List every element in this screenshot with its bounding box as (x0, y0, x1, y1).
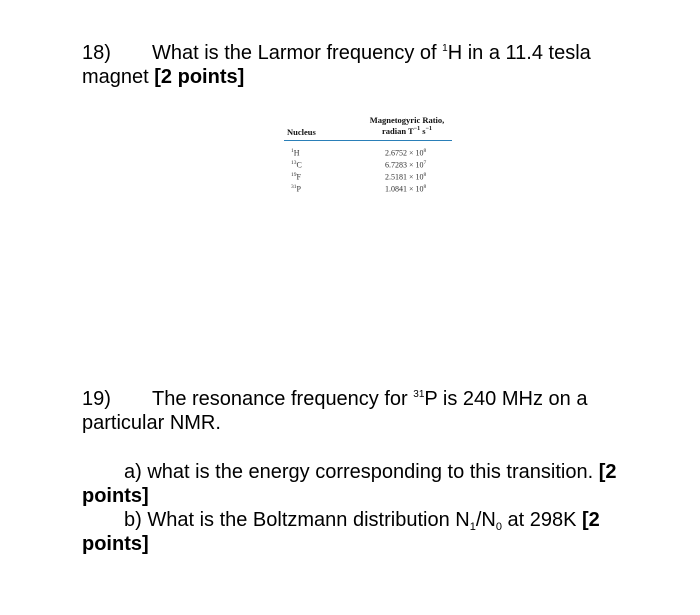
table-row-value (385, 147, 426, 158)
question-number: 18) (82, 42, 111, 64)
isotope-mass: 1 (442, 43, 448, 54)
points-label: [2 points] (82, 461, 617, 507)
table-row-nucleus (291, 171, 301, 182)
nucleus-mass: 19 (291, 172, 297, 178)
ratio-exponent: 8 (423, 172, 427, 178)
magnetogyric-ratio-table (282, 113, 454, 221)
column-header-ratio (362, 116, 452, 136)
nucleus-symbol: F (296, 172, 301, 182)
subscript: 1 (469, 521, 476, 533)
nucleus-symbol: P (296, 184, 301, 194)
isotope-symbol: H (447, 42, 463, 64)
points-label: [2 points] (82, 509, 600, 555)
nucleus-mass: 1 (291, 148, 294, 154)
question-text: in a 11.4 tesla magnet (82, 42, 591, 88)
table-row-value (385, 159, 426, 170)
question-19b (82, 508, 642, 556)
subquestion-text: b) What is the Boltzmann distribution N (124, 509, 470, 531)
ratio-value: 2.6752 × 10 (385, 148, 424, 158)
question-19 (82, 387, 642, 435)
question-text: is 240 MHz on a particular NMR. (82, 388, 588, 434)
ratio-value: 6.7283 × 10 (385, 160, 424, 170)
subscript: 0 (495, 521, 502, 533)
nucleus-symbol: C (296, 160, 302, 170)
ratio-unit-seconds: s (420, 125, 426, 136)
subquestion-text: /N (475, 509, 496, 531)
ratio-header-line1: Magnetogyric Ratio, (369, 115, 445, 125)
points-label: [2 points] (154, 66, 245, 88)
ratio-value: 1.0841 × 10 (385, 184, 424, 194)
ratio-unit-exponent: −1 (413, 126, 421, 132)
ratio-exponent: 8 (423, 184, 427, 190)
table-rule (284, 140, 452, 141)
ratio-unit-exponent: −1 (425, 126, 432, 132)
question-number: 19) (82, 388, 111, 410)
column-header-nucleus: Nucleus (287, 127, 316, 137)
question-text: The resonance frequency for (152, 388, 414, 410)
table-row-value (385, 183, 426, 194)
ratio-unit: radian T (381, 125, 414, 136)
isotope-symbol: P (424, 388, 438, 410)
question-18 (82, 41, 642, 89)
nucleus-mass: 13 (291, 160, 297, 166)
table-row-nucleus (291, 159, 302, 170)
ratio-exponent: 7 (423, 160, 427, 166)
ratio-header-line2 (362, 125, 452, 136)
question-text: What is the Larmor frequency of (152, 42, 443, 64)
subquestion-text: a) what is the energy corresponding to this transition. (124, 461, 599, 483)
nucleus-mass: 31 (291, 184, 297, 190)
ratio-exponent: 8 (423, 148, 427, 154)
table-row-value (385, 171, 426, 182)
isotope-mass: 31 (413, 389, 425, 400)
subquestion-text: at 298K (501, 509, 583, 531)
table-row-nucleus (291, 183, 301, 194)
table-row-nucleus (291, 147, 300, 158)
nucleus-symbol: H (293, 148, 300, 158)
ratio-value: 2.5181 × 10 (385, 172, 424, 182)
question-19a (82, 460, 642, 508)
